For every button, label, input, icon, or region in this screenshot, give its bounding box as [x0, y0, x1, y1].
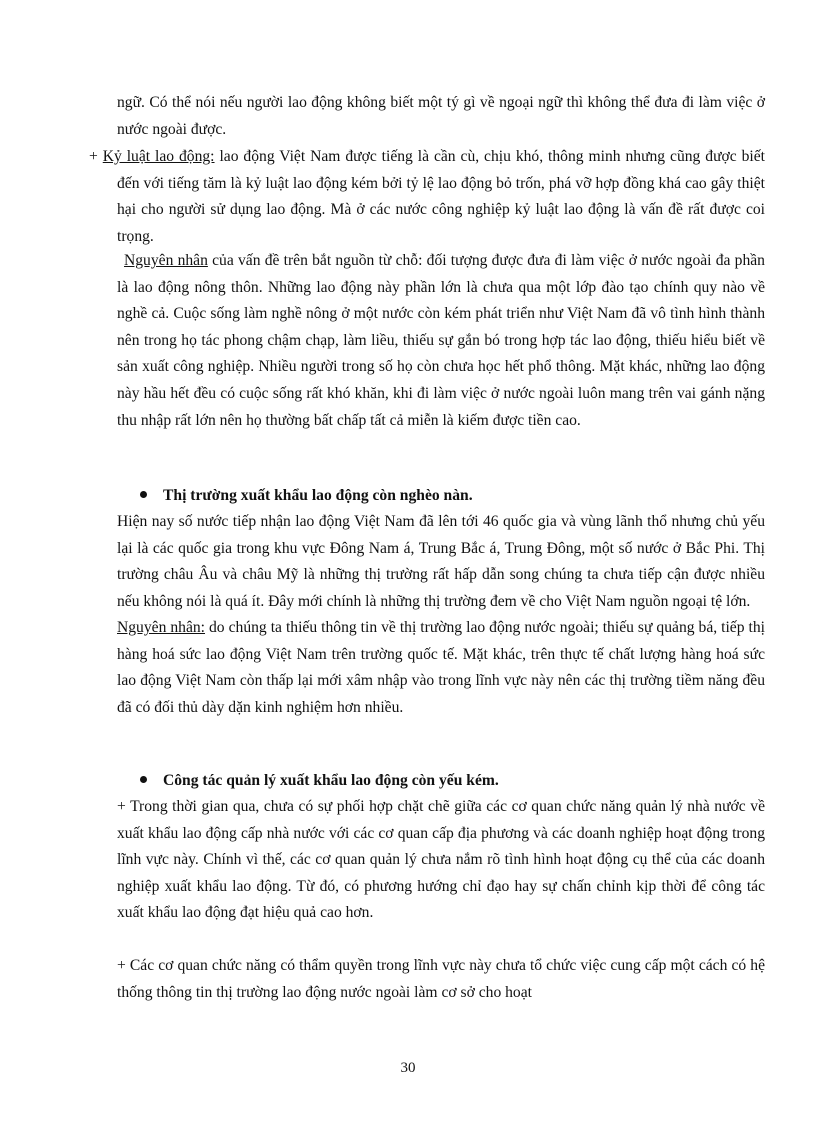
- label-cause-market: Nguyên nhân:: [117, 619, 206, 636]
- paragraph-cause-discipline: [117, 248, 765, 434]
- paragraph-language-skills: ngữ. Có thể nói nếu người lao động không biết một tý gì về ngoại ngữ thì không thể đưa đi làm việc ở nước ngoài được.: [117, 94, 765, 138]
- heading-management-weak-text: Công tác quản lý xuất khẩu lao động còn yếu kém.: [163, 772, 499, 789]
- text-labor-discipline: lao động Việt Nam được tiếng là cần cù, chịu khó, thông minh nhưng cũng được biết đến với tiếng tăm là kỷ luật lao động kém bởi tỷ lệ lao động bỏ trốn, phá vỡ hợp đồng khá cao gây thiệt hại cho người sử dụng lao động. Mà ở các nước công nghiệp kỷ luật lao động là vấn đề rất được coi trọng.: [117, 148, 765, 245]
- heading-market-poor-text: Thị trường xuất khẩu lao động còn nghèo nàn.: [163, 487, 473, 504]
- page-number: 30: [400, 1060, 416, 1076]
- paragraph-market-countries: Hiện nay số nước tiếp nhận lao động Việt Nam đã lên tới 46 quốc gia và vùng lãnh thổ nhưng chủ yếu lại là các quốc gia trong khu vực Đông Nam á, Trung Bắc á, Trung Đông, một số nước ở Bắc Phi. Thị trường châu Âu và châu Mỹ là những thị trường rất hấp dẫn song chúng ta chưa tiếp cận được nhiều nếu không nói là quá ít. Đây mới chính là những thị trường đem về cho Việt Nam nguồn ngoại tệ lớn.: [117, 513, 765, 610]
- label-cause: Nguyên nhân: [124, 252, 208, 269]
- heading-management-weak: [140, 768, 499, 794]
- paragraph-cause-market: [117, 615, 765, 721]
- paragraph-information: + Các cơ quan chức năng có thẩm quyền trong lĩnh vực này chưa tổ chức việc cung cấp một cách có hệ thống thông tin thị trường lao động nước ngoài làm cơ sở cho hoạt: [117, 957, 765, 1001]
- paragraph-coordination: + Trong thời gian qua, chưa có sự phối hợp chặt chẽ giữa các cơ quan chức năng quản lý nhà nước về xuất khẩu lao động cấp nhà nước với các cơ quan cấp địa phương và các doanh nghiệp hoạt động trong lĩnh vực này. Chính vì thế, các cơ quan quản lý chưa nắm rõ tình hình hoạt động cụ thể của các doanh nghiệp xuất khẩu lao động. Từ đó, có phương hướng chỉ đạo hay sự chấn chỉnh kịp thời để công tác xuất khẩu lao động đạt hiệu quả cao hơn.: [117, 798, 765, 922]
- bullet-dot-icon: [140, 776, 147, 783]
- text-cause-market: do chúng ta thiếu thông tin về thị trường lao động nước ngoài; thiếu sự quảng bá, tiếp thị hàng hoá sức lao động Việt Nam trên trường quốc tế. Mặt khác, trên thực tế chất lượng hàng hoá sức lao động Việt Nam còn thấp lại mới xâm nhập vào trong lĩnh vực này nên các thị trường tiềm năng đều đã có đối thủ dày dặn kinh nghiệm hơn nhiều.: [117, 619, 765, 716]
- heading-market-poor: [140, 483, 473, 509]
- paragraph-labor-discipline: [89, 144, 765, 250]
- text-cause: của vấn đề trên bắt nguồn từ chỗ: đối tượng được đưa đi làm việc ở nước ngoài đa phần là lao động nông thôn. Những lao động này phần lớn là chưa qua một lớp đào tạo chính quy nào về nghề cả. Cuộc sống làm nghề nông ở một nước còn kém phát triển như Việt Nam đã vô tình hình thành nên trong họ tác phong chậm chạp, làm liều, thiếu sự gắn bó trong hợp tác lao động, thiếu hiểu biết về sản xuất công nghiệp. Nhiều người trong số họ còn chưa học hết phổ thông. Mặt khác, những lao động này hầu hết đều có cuộc sống rất khó khăn, khi đi làm việc ở nước ngoài luôn mang trên vai gánh nặng thu nhập rất lớn nên họ thường bất chấp tất cả miễn là kiếm được tiền cao.: [117, 252, 765, 429]
- bullet-plus: +: [89, 148, 103, 165]
- bullet-dot-icon: [140, 491, 147, 498]
- label-labor-discipline: Kỷ luật lao động:: [102, 148, 215, 165]
